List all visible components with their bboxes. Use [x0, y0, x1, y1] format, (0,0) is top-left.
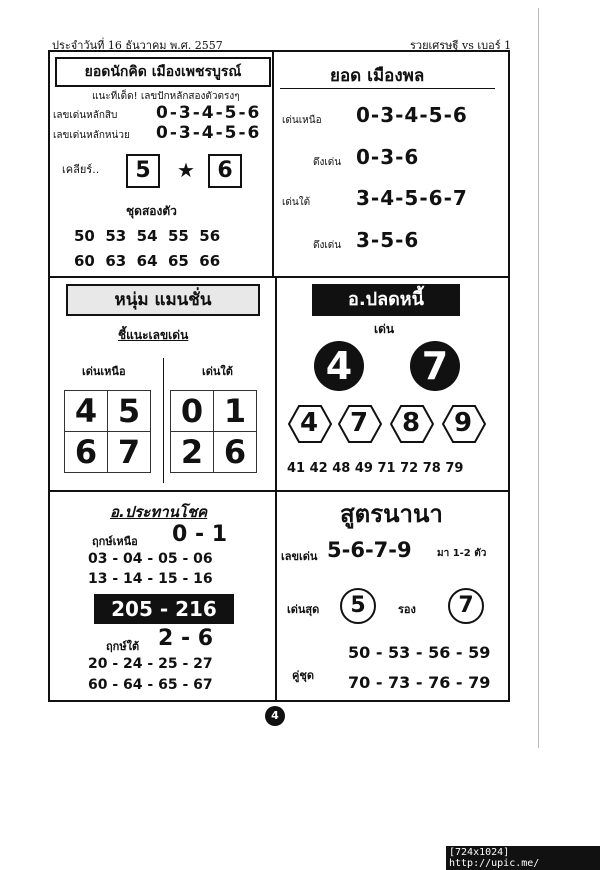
q6-set-label: คู่ชุด — [292, 669, 314, 682]
q4-hex-2 — [338, 404, 382, 444]
grid-cell: 0 — [171, 391, 214, 432]
grid-cell: 2 — [171, 432, 214, 473]
q1-pairs-label: ชุดสองตัว — [126, 204, 177, 218]
q5-lower-row2: 60 - 64 - 65 - 67 — [88, 677, 213, 693]
q1-row2-label: เลขเด่นหลักหน่วย — [53, 130, 130, 141]
q6-set-row1: 50 - 53 - 56 - 59 — [348, 643, 491, 662]
q5-lower-value: 2 - 6 — [158, 626, 214, 651]
header-date: ประจำวันที่ 16 ธันวาคม พ.ศ. 2557 — [52, 39, 223, 52]
grid-cell: 5 — [108, 391, 151, 432]
q5-upper-row1: 03 - 04 - 05 - 06 — [88, 551, 213, 567]
q5-bar: 205 - 216 — [94, 594, 234, 624]
q6-digits-label: เลขเด่น — [281, 550, 318, 563]
q1-clear-a: 5 — [126, 154, 160, 188]
q2-title-underline — [280, 88, 495, 89]
q6-title: สูตรนานา — [340, 500, 443, 528]
q4-hex-4-digit: 9 — [454, 408, 473, 438]
q3-column-divider — [163, 358, 164, 483]
q2-row4-value: 3-5-6 — [356, 228, 420, 252]
header-publication: รวยเศรษฐี vs เบอร์ 1 — [410, 39, 512, 52]
divider-horizontal-2 — [48, 490, 510, 492]
q1-clear-b: 6 — [208, 154, 242, 188]
q1-title: ยอดนักคิด เมืองเพชรบูรณ์ — [55, 57, 271, 87]
footer-tag: [724x1024] http://upic.me/ — [446, 846, 600, 870]
q3-subtitle: ชี้แนะเลขเด่น — [118, 328, 189, 342]
q3-left-label: เด่นเหนือ — [82, 365, 126, 378]
q4-big-2: 7 — [410, 341, 460, 391]
q3-right-label: เด่นใต้ — [202, 365, 233, 378]
star-icon: ★ — [177, 158, 195, 182]
q6-digits-value: 5-6-7-9 — [327, 538, 412, 562]
q4-hex-1 — [288, 404, 332, 444]
q1-pairs-row1: 50 53 54 55 56 — [74, 227, 221, 245]
q2-row3-label: เด่นใต้ — [282, 197, 311, 208]
q1-pairs-row2: 60 63 64 65 66 — [74, 252, 221, 270]
q4-title: อ.ปลดหนี้ — [312, 284, 460, 316]
q5-lower-label: ฤกษ์ใต้ — [106, 640, 140, 653]
q4-hex-4 — [442, 404, 486, 444]
q2-title: ยอด เมืองพล — [330, 66, 425, 86]
q1-row1-value: 0-3-4-5-6 — [156, 103, 262, 123]
q1-clear-label: เคลียร์.. — [62, 163, 100, 176]
q5-upper-value: 0 - 1 — [172, 522, 228, 547]
q6-top-mid: รอง — [398, 603, 416, 616]
q2-row1-label: เด่นเหนือ — [282, 115, 322, 126]
q1-row1-label: เลขเด่นหลักสิบ — [53, 110, 118, 121]
q5-upper-label: ฤกษ์เหนือ — [92, 535, 138, 548]
q5-lower-row1: 20 - 24 - 25 - 27 — [88, 656, 213, 672]
q2-row3-value: 3-4-5-6-7 — [356, 186, 468, 210]
q4-big-1: 4 — [314, 341, 364, 391]
q6-top-label: เด่นสุด — [287, 603, 320, 616]
page-number: 4 — [265, 706, 285, 726]
q3-left-grid — [64, 390, 151, 473]
q2-row1-value: 0-3-4-5-6 — [356, 103, 468, 127]
q4-hex-3 — [390, 404, 434, 444]
q4-hex-1-digit: 4 — [300, 408, 319, 438]
grid-cell: 6 — [214, 432, 257, 473]
q4-hex-3-digit: 8 — [402, 408, 421, 438]
q3-right-grid — [170, 390, 257, 473]
divider-vertical-top — [272, 50, 274, 278]
q5-title: อ.ประทานโชค — [110, 503, 208, 521]
q4-label: เด่น — [374, 322, 395, 336]
q3-title: หนุ่ม แมนชั่น — [66, 284, 260, 316]
grid-cell: 1 — [214, 391, 257, 432]
grid-cell: 4 — [65, 391, 108, 432]
q6-set-row2: 70 - 73 - 76 - 79 — [348, 673, 491, 692]
divider-horizontal-1 — [48, 276, 510, 278]
q1-row2-value: 0-3-4-5-6 — [156, 123, 262, 143]
q5-upper-row2: 13 - 14 - 15 - 16 — [88, 571, 213, 587]
grid-cell: 6 — [65, 432, 108, 473]
q4-pairs: 41 42 48 49 71 72 78 79 — [287, 461, 464, 476]
q6-top-a: 5 — [340, 588, 376, 624]
grid-cell: 7 — [108, 432, 151, 473]
q1-subtitle: แนะทีเด็ด! เลขปักหลักสองตัวตรงๆ — [92, 91, 240, 102]
q2-row2-label: ดึงเด่น — [313, 157, 342, 168]
divider-vertical-bottom — [275, 276, 277, 700]
q4-hex-2-digit: 7 — [350, 408, 369, 438]
q6-top-b: 7 — [448, 588, 484, 624]
q6-digits-note: มา 1-2 ตัว — [437, 548, 487, 559]
q2-row4-label: ดึงเด่น — [313, 240, 342, 251]
q2-row2-value: 0-3-6 — [356, 145, 420, 169]
